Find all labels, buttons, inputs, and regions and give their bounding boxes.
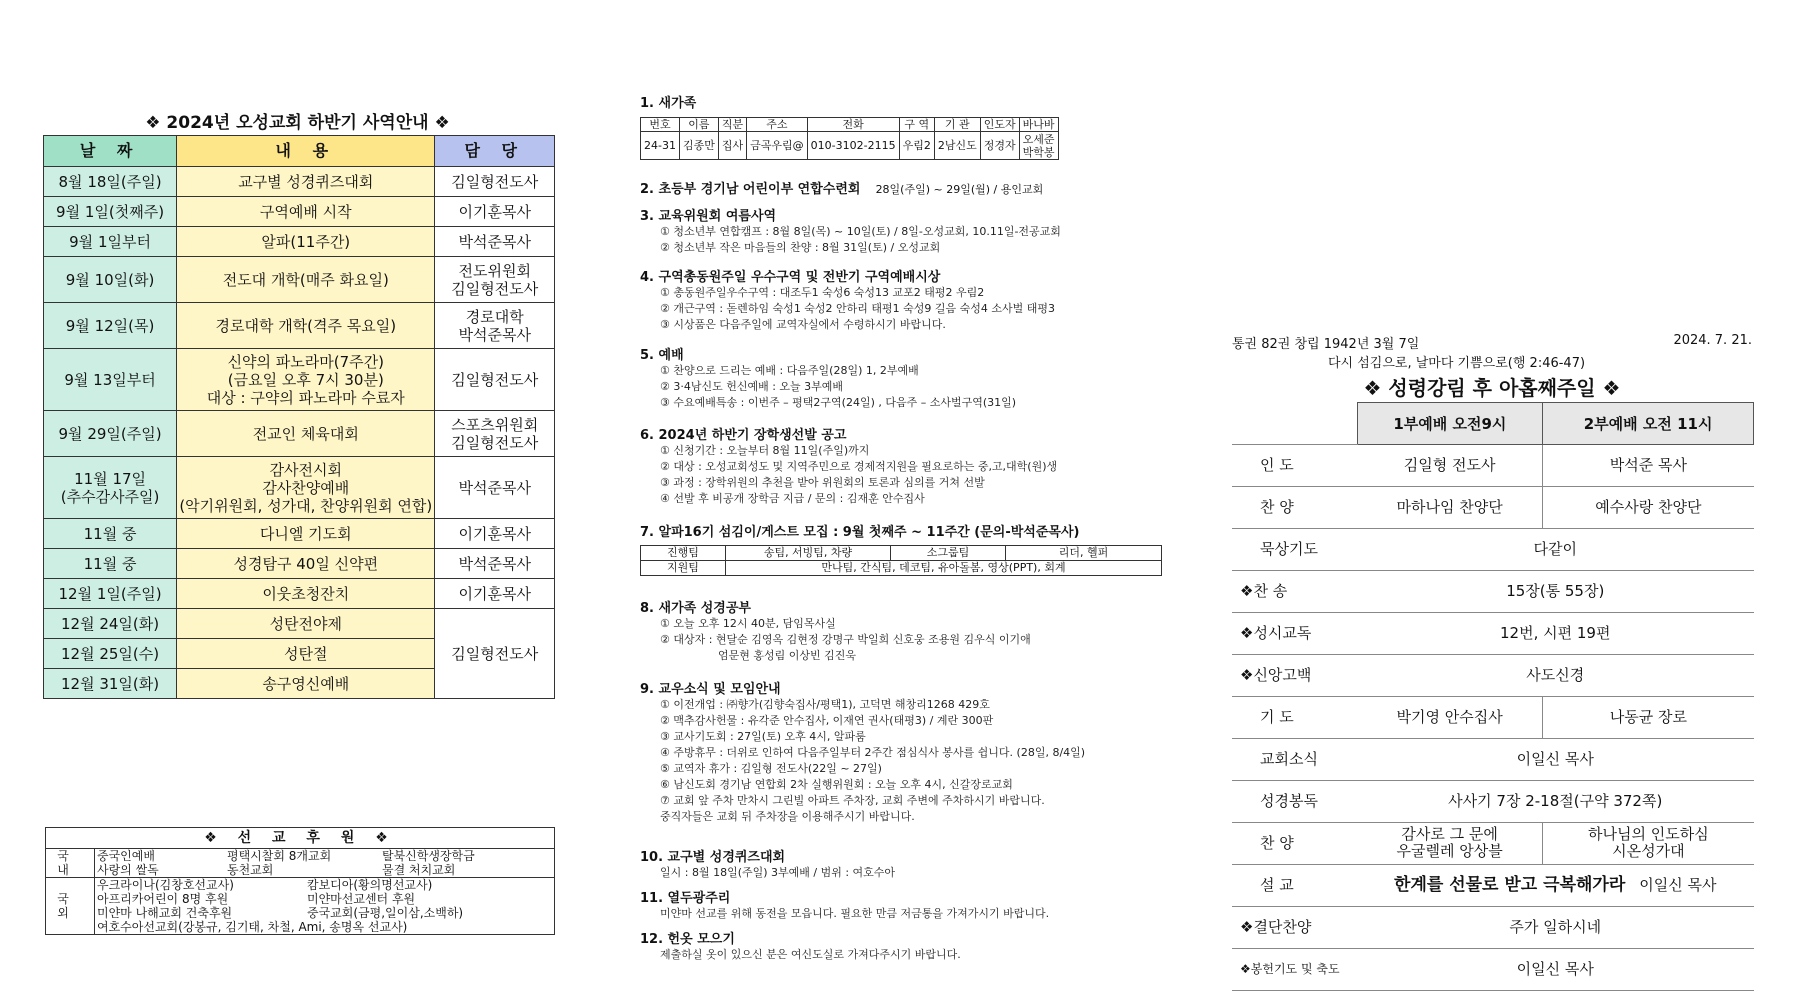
news-line: 중직자들은 교회 뒤 주차장을 이용해주시기 바랍니다. — [660, 810, 915, 823]
schedule-leader: 이기훈목사 — [435, 519, 555, 549]
schedule-leader: 김일형전도사 — [435, 349, 555, 411]
mission-domestic-list — [97, 849, 552, 877]
service1-header: 1부예배 오전9시 — [1357, 403, 1543, 445]
schedule-leader: 이기훈목사 — [435, 197, 555, 227]
service2-header: 2부예배 오전 11시 — [1543, 403, 1754, 445]
church-motto: 다시 섬김으로, 날마다 기쁨으로(행 2:46-47) — [1328, 356, 1586, 371]
news-line: ③ 시상품은 다음주일에 교역자실에서 수령하시기 바랍니다. — [660, 318, 946, 331]
schedule-body — [44, 167, 555, 699]
schedule-row — [44, 303, 555, 349]
sunday-title: ❖ 성령강림 후 아홉째주일 ❖ — [1363, 376, 1621, 400]
schedule-content: 신약의 파노라마(7주간) (금요일 오후 7시 30분) 대상 : 구약의 파노라마 수료자 — [177, 349, 435, 411]
schedule-content: 성탄전야제 — [177, 609, 435, 639]
schedule-date: 9월 12일(목) — [44, 303, 177, 349]
news-line: ① 오늘 오후 12시 40분, 담임목사실 — [660, 617, 836, 630]
schedule-date: 12월 25일(수) — [44, 639, 177, 669]
mission-item: 미얀마 나해교회 건축후원 — [97, 906, 233, 920]
order-row — [1232, 612, 1754, 654]
schedule-date: 11월 중 — [44, 549, 177, 579]
news-section-7 — [640, 521, 1162, 576]
news-line: 일시 : 8월 18일(주일) 3부예배 / 범위 : 여호수아 — [660, 866, 896, 879]
order-row — [1232, 906, 1754, 948]
news-section-10 — [640, 846, 895, 881]
new-family-cell: 집사 — [718, 132, 746, 160]
news-line: ④ 주방휴무 : 더위로 인하여 다음주일부터 2주간 점심식사 봉사를 쉽니다. (28일, 8/4일) — [660, 746, 1086, 759]
mission-item: 중국교회(금평,일이삼,소백하) — [307, 906, 464, 920]
alpha-cell: 진행팀 — [641, 546, 726, 561]
schedule-date: 12월 24일(화) — [44, 609, 177, 639]
news-title: 1. 새가족 — [640, 96, 697, 111]
schedule-date: 12월 1일(주일) — [44, 579, 177, 609]
schedule-row — [44, 227, 555, 257]
order-label: ❖찬 송 — [1232, 570, 1357, 612]
schedule-row — [44, 257, 555, 303]
schedule-date: 9월 1일부터 — [44, 227, 177, 257]
schedule-row — [44, 549, 555, 579]
order-row — [1232, 486, 1754, 528]
order-value: 15장(통 55장) — [1357, 570, 1754, 612]
news-title: 6. 2024년 하반기 장학생선발 공고 — [640, 428, 847, 443]
schedule-row — [44, 197, 555, 227]
order-value-service1: 감사로 그 문에 우굴렐레 앙상블 — [1357, 822, 1543, 864]
schedule-date: 9월 1일(첫째주) — [44, 197, 177, 227]
header-date: 날 짜 — [44, 136, 177, 167]
order-label: 기 도 — [1232, 696, 1357, 738]
order-value: 사사기 7장 2-18절(구약 372쪽) — [1357, 780, 1754, 822]
order-value: 다같이 — [1357, 528, 1754, 570]
new-family-header: 번호 — [641, 118, 680, 132]
news-line: ③ 수요예배특송 : 이번주 – 평택2구역(24일) , 다음주 – 소사벌구역(31일) — [660, 396, 1017, 409]
order-label: ❖성시교독 — [1232, 612, 1357, 654]
schedule-content: 전도대 개학(매주 화요일) — [177, 257, 435, 303]
news-line: ⑥ 남신도회 경기남 연합회 2차 실행위원회 : 오늘 오후 4시, 신갈장로교회 — [660, 778, 1013, 791]
order-value: 주가 일하시네 — [1357, 906, 1754, 948]
new-family-cell: 정경자 — [980, 132, 1019, 160]
order-header-blank — [1232, 403, 1357, 445]
new-family-cell: 010-3102-2115 — [807, 132, 899, 160]
order-value: 이일신 목사 — [1357, 738, 1754, 780]
schedule-table — [43, 135, 555, 699]
schedule-title: ❖ 2024년 오성교회 하반기 사역안내 ❖ — [145, 113, 450, 133]
alpha-team-table — [640, 545, 1162, 576]
schedule-leader: 박석준목사 — [435, 227, 555, 257]
order-label: ❖결단찬양 — [1232, 906, 1357, 948]
news-line: ② 대상자 : 현달순 김영옥 김현정 강명구 박일희 신호웅 조용원 김우식 이기애 — [660, 633, 1031, 646]
news-section-9 — [640, 678, 1085, 825]
news-section-11 — [640, 887, 1049, 922]
order-row — [1232, 822, 1754, 864]
order-label: 교회소식 — [1232, 738, 1357, 780]
order-row — [1232, 444, 1754, 486]
order-row — [1232, 948, 1754, 990]
bulletin-date: 2024. 7. 21. — [1673, 333, 1752, 348]
schedule-content: 감사전시회 감사찬양예배 (악기위원회, 성가대, 찬양위원회 연합) — [177, 457, 435, 519]
mission-overseas-label: 국 외 — [46, 878, 95, 935]
schedule-row — [44, 457, 555, 519]
sermon-title: 한계를 선물로 받고 극복해가라 — [1394, 874, 1626, 895]
order-row — [1232, 780, 1754, 822]
alpha-cell: 송팀, 서빙팀, 차량 — [726, 546, 891, 561]
mission-title: ❖ 선 교 후 원 ❖ — [46, 828, 555, 849]
news-line: ③ 과정 : 장학위원의 추천을 받아 위원회의 토론과 심의를 거쳐 선발 — [660, 476, 985, 489]
news-line: 제출하실 옷이 있으신 분은 여신도실로 가져다주시기 바랍니다. — [660, 948, 961, 961]
new-family-cell: 김종만 — [679, 132, 718, 160]
new-family-cell: 금곡우림@ — [747, 132, 808, 160]
order-label: ❖봉헌기도 및 축도 — [1232, 948, 1357, 990]
order-value-service1: 김일형 전도사 — [1357, 444, 1543, 486]
schedule-leader: 박석준목사 — [435, 549, 555, 579]
new-family-cell: 우림2 — [899, 132, 934, 160]
order-row — [1232, 528, 1754, 570]
mission-item: 여호수아선교회(강봉규, 김기태, 차철, Ami, 송명옥 선교사) — [97, 920, 408, 934]
mission-item: 아프리카어린이 8명 후원 — [97, 892, 229, 906]
new-family-table — [640, 117, 1059, 160]
order-label: 찬 양 — [1232, 486, 1357, 528]
mission-item: 미얀마선교센터 후원 — [307, 892, 416, 906]
news-section-3 — [640, 205, 1061, 256]
preacher: 이일신 목사 — [1639, 875, 1717, 894]
schedule-row — [44, 579, 555, 609]
schedule-date: 11월 중 — [44, 519, 177, 549]
news-title: 10. 교구별 성경퀴즈대회 — [640, 850, 786, 865]
schedule-date: 9월 10일(화) — [44, 257, 177, 303]
news-line: 미얀마 선교를 위해 동전을 모읍니다. 필요한 만큼 저금통을 가져가시기 바랍니다. — [660, 907, 1050, 920]
order-label: 인 도 — [1232, 444, 1357, 486]
order-row — [1232, 864, 1754, 906]
news-section-12 — [640, 928, 961, 963]
schedule-row — [44, 609, 555, 639]
order-row — [1232, 696, 1754, 738]
news-line: ② 청소년부 작은 마음들의 찬양 : 8월 31일(토) / 오성교회 — [660, 241, 941, 254]
mission-item: 우크라이나(김창호선교사) — [97, 878, 234, 892]
schedule-content: 구역예배 시작 — [177, 197, 435, 227]
issue-info: 통권 82권 창립 1942년 3월 7일 — [1232, 337, 1420, 352]
order-body — [1232, 444, 1754, 990]
news-title: 12. 헌옷 모으기 — [640, 932, 735, 947]
news-line: ③ 교사기도회 : 27일(토) 오후 4시, 알파룸 — [660, 730, 866, 743]
new-family-header: 주소 — [747, 118, 808, 132]
order-label: 찬 양 — [1232, 822, 1357, 864]
news-line: ② 대상 : 오성교회성도 및 지역주민으로 경제적지원을 필요로하는 중,고,대학(원)생 — [660, 460, 1058, 473]
news-title: 8. 새가족 성경공부 — [640, 601, 751, 616]
mission-item: 캄보디아(황의명선교사) — [307, 878, 433, 892]
order-row — [1232, 570, 1754, 612]
news-title: 2. 초등부 경기남 어린이부 연합수련회 — [640, 182, 861, 197]
schedule-content: 송구영신예배 — [177, 669, 435, 699]
schedule-content: 이웃초청잔치 — [177, 579, 435, 609]
order-value: 이일신 목사 — [1357, 948, 1754, 990]
new-family-header: 직분 — [718, 118, 746, 132]
schedule-content: 성경탐구 40일 신약편 — [177, 549, 435, 579]
order-value-service1: 마하나임 찬양단 — [1357, 486, 1543, 528]
news-line: 엄문현 홍성림 이상빈 김진욱 — [718, 649, 857, 662]
news-line: ⑤ 교역자 휴가 : 김일형 전도사(22일 ~ 27일) — [660, 762, 882, 775]
schedule-row — [44, 519, 555, 549]
new-family-header: 바나바 — [1019, 118, 1058, 132]
header-content: 내 용 — [177, 136, 435, 167]
mission-overseas-list — [97, 878, 552, 920]
news-title: 5. 예배 — [640, 348, 684, 363]
news-line: ② 개근구역 : 돋렌하임 숙성1 숙성2 안하리 태평1 숙성9 길음 숙성4 소사벌 태평3 — [660, 302, 1056, 315]
order-label: 묵상기도 — [1232, 528, 1357, 570]
news-line: ① 이전개업 : ㈜향가(김향숙집사/평택1), 고덕면 해창리1268 429호 — [660, 698, 990, 711]
order-value-service2: 하나님의 인도하심 시온성가대 — [1543, 822, 1754, 864]
mission-item: 사랑의 쌀독 — [97, 863, 159, 877]
schedule-content: 교구별 성경퀴즈대회 — [177, 167, 435, 197]
mission-item: 평택시찰회 8개교회 — [227, 849, 332, 863]
order-label: ❖신앙고백 — [1232, 654, 1357, 696]
schedule-content: 알파(11주간) — [177, 227, 435, 257]
new-family-header: 전화 — [807, 118, 899, 132]
schedule-leader: 김일형전도사 — [435, 167, 555, 197]
news-line: ① 총동원주일우수구역 : 대조두1 숙성6 숙성13 교포2 태평2 우림2 — [660, 286, 985, 299]
alpha-cell: 지원팀 — [641, 561, 726, 576]
order-label: 성경봉독 — [1232, 780, 1357, 822]
new-family-header: 인도자 — [980, 118, 1019, 132]
new-family-header: 이름 — [679, 118, 718, 132]
order-row — [1232, 738, 1754, 780]
order-label: 설 교 — [1232, 864, 1357, 906]
mission-item: 중국인예배 — [97, 849, 155, 863]
alpha-cell: 리더, 헬퍼 — [1006, 546, 1162, 561]
news-section-5 — [640, 344, 1016, 411]
news-line: ② 3·4남신도 헌신예배 : 오늘 3부예배 — [660, 380, 844, 393]
order-value-service2: 박석준 목사 — [1543, 444, 1754, 486]
schedule-date: 9월 13일부터 — [44, 349, 177, 411]
schedule-date: 12월 31일(화) — [44, 669, 177, 699]
schedule-date: 9월 29일(주일) — [44, 411, 177, 457]
new-family-cell: 오세준 박학봉 — [1019, 132, 1058, 160]
schedule-leader: 스포츠위원회 김일형전도사 — [435, 411, 555, 457]
mission-item: 탈북신학생장학금 — [382, 849, 475, 863]
news-section-4 — [640, 266, 1055, 333]
header-leader: 담 당 — [435, 136, 555, 167]
schedule-content: 전교인 체육대회 — [177, 411, 435, 457]
sermon-cell — [1357, 864, 1754, 906]
schedule-date: 11월 17일 (추수감사주일) — [44, 457, 177, 519]
order-row — [1232, 654, 1754, 696]
order-of-service — [1232, 402, 1754, 991]
order-value-service2: 예수사랑 찬양단 — [1543, 486, 1754, 528]
bulletin-issue — [1232, 333, 1752, 371]
new-family-header: 기 관 — [934, 118, 980, 132]
schedule-leader: 전도위원회 김일형전도사 — [435, 257, 555, 303]
news-title: 3. 교육위원회 여름사역 — [640, 209, 777, 224]
news-line: ⑦ 교회 앞 주차 만차시 그린빌 아파트 주차장, 교회 주변에 주차하시기 바랍니다. — [660, 794, 1045, 807]
schedule-header-row — [44, 136, 555, 167]
news-section-2 — [640, 178, 1043, 197]
news-line: ② 맥추감사헌물 : 유각준 안수집사, 이재연 권사(태평3) / 계란 300판 — [660, 714, 994, 727]
news-section-8 — [640, 597, 1031, 664]
schedule-leader: 김일형전도사 — [435, 609, 555, 699]
news-title: 7. 알파16기 섬김이/게스트 모집 : 9월 첫째주 ~ 11주간 (문의-박석준목사) — [640, 525, 1080, 540]
schedule-content: 경로대학 개학(격주 목요일) — [177, 303, 435, 349]
order-value-service1: 박기영 안수집사 — [1357, 696, 1543, 738]
new-family-cell: 2남신도 — [934, 132, 980, 160]
alpha-cell: 소그룹팀 — [891, 546, 1006, 561]
schedule-content: 성탄절 — [177, 639, 435, 669]
order-value: 12번, 시편 19편 — [1357, 612, 1754, 654]
news-line: ① 신청기간 : 오늘부터 8월 11일(주일)까지 — [660, 444, 870, 457]
alpha-cell: 만나팀, 간식팀, 데코팀, 유아돌봄, 영상(PPT), 회계 — [726, 561, 1162, 576]
schedule-date: 8월 18일(주일) — [44, 167, 177, 197]
new-family-cell: 24-31 — [641, 132, 680, 160]
news-line: ④ 선발 후 비공개 장학금 지급 / 문의 : 김재훈 안수집사 — [660, 492, 925, 505]
news-title: 9. 교우소식 및 모임안내 — [640, 682, 781, 697]
news-line: ① 청소년부 연합캠프 : 8월 8일(목) ~ 10일(토) / 8일-오성교회, 10.11일-전공교회 — [660, 225, 1061, 238]
news-title: 4. 구역총동원주일 우수구역 및 전반기 구역예배시상 — [640, 270, 941, 285]
mission-domestic-label: 국 내 — [46, 849, 95, 878]
mission-item: 물결 처치교회 — [382, 863, 456, 877]
schedule-content: 다니엘 기도회 — [177, 519, 435, 549]
schedule-leader: 이기훈목사 — [435, 579, 555, 609]
mission-item: 동천교회 — [227, 863, 274, 877]
news-section-6 — [640, 424, 1057, 507]
mission-support-table — [45, 827, 555, 935]
news-extra: 28일(주일) ~ 29일(월) / 용인교회 — [875, 183, 1044, 196]
schedule-leader: 경로대학 박석준목사 — [435, 303, 555, 349]
news-section-1 — [640, 92, 1059, 160]
schedule-row — [44, 349, 555, 411]
schedule-row — [44, 411, 555, 457]
news-line: ① 찬양으로 드리는 예배 : 다음주일(28일) 1, 2부예배 — [660, 364, 919, 377]
schedule-leader: 박석준목사 — [435, 457, 555, 519]
news-title: 11. 열두광주리 — [640, 891, 731, 906]
order-value: 사도신경 — [1357, 654, 1754, 696]
new-family-header: 구 역 — [899, 118, 934, 132]
order-value-service2: 나동균 장로 — [1543, 696, 1754, 738]
schedule-row — [44, 167, 555, 197]
